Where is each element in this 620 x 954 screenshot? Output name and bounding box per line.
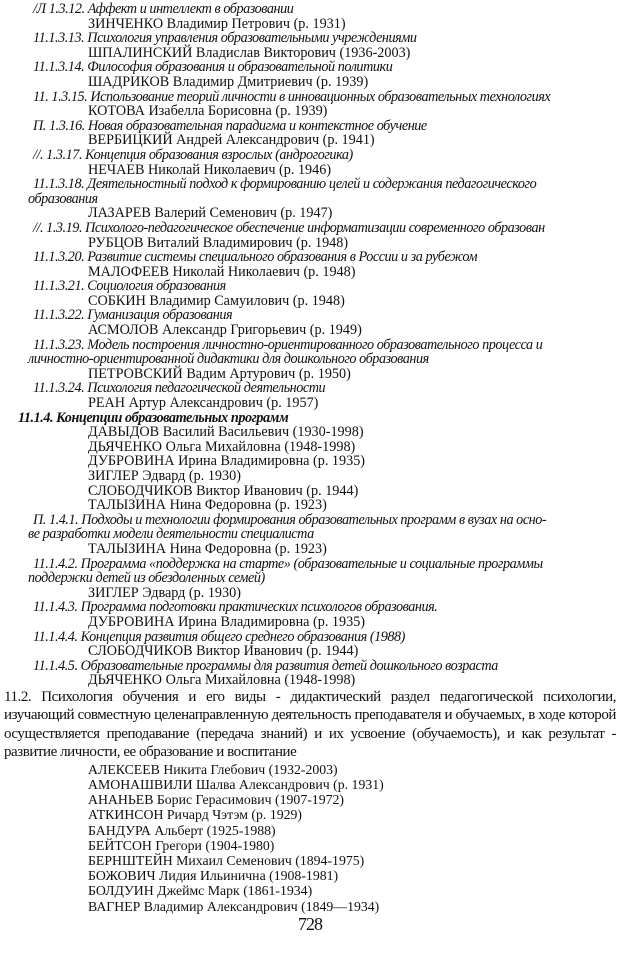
subsection-heading: 11.1.3.18. Деятельностный подход к формированию целей и содержания педагогического: [33, 176, 537, 193]
page-number: 728: [298, 913, 322, 934]
subsection-heading: 11.1.3.24. Психология педагогической деятельности: [33, 380, 326, 397]
person-entry: АЛЕКСЕЕВ Никита Глебович (1932-2003): [88, 761, 338, 777]
person-entry: БОЖОВИЧ Лидия Ильинична (1908-1981): [88, 868, 339, 884]
outline-list: [0, 2, 620, 688]
subsection-heading: 11.1.4.5. Образовательные программы для развития детей дошкольного возраста: [33, 657, 498, 674]
person-entry: АТКИНСОН Ричард Чэтэм (р. 1929): [88, 807, 303, 823]
subsection-heading: поддержки детей из обездоленных семей): [28, 570, 265, 587]
person-entry: ДУБРОВИНА Ирина Владимировна (р. 1935): [88, 453, 366, 470]
person-entry: ДУБРОВИНА Ирина Владимировна (р. 1935): [88, 613, 366, 630]
subsection-heading: /Л 1.3.12. Аффект и интеллект в образовании: [33, 1, 294, 17]
subsection-heading: 11.1.3.20. Развитие системы специального образования в России и за рубежом: [33, 249, 478, 266]
subsection-heading: 11.1.3.14. Философия образования и образовательной политики: [33, 59, 393, 76]
person-entry: ПЕТРОВСКИЙ Вадим Артурович (р. 1950): [88, 365, 351, 382]
person-entry: ЗИГЛЕР Эдвард (р. 1930): [88, 468, 241, 484]
person-entry: ДАВЫДОВ Василий Васильевич (1930-1998): [88, 424, 364, 441]
subsection-heading: 11.1.3.23. Модель построения личностно-ориентированного образовательного процесса и: [33, 336, 543, 353]
person-entry: ШПАЛИНСКИЙ Владислав Викторович (1936-2003): [88, 44, 411, 61]
section-heading: 11.1.4. Концепции образовательных программ: [18, 409, 289, 426]
person-entry: ЛАЗАРЕВ Валерий Семенович (р. 1947): [88, 205, 333, 222]
person-entry: БЕЙТСОН Грегори (1904-1980): [88, 837, 275, 853]
person-entry: ВАГНЕР Владимир Александрович (1849—1934): [88, 898, 380, 914]
document-page: [0, 2, 620, 934]
subsection-heading: 11.1.4.2. Программа «поддержка на старте» (образовательные и социальные программы: [33, 555, 543, 572]
name-list: [88, 762, 620, 914]
subsection-heading: //. 1.3.17. Концепция образования взрослых (андрогогика): [33, 146, 353, 163]
person-entry: МАЛОФЕЕВ Николай Николаевич (р. 1948): [88, 263, 356, 280]
subsection-heading: //. 1.3.19. Психолого-педагогическое обеспечение информатизации современного образован: [33, 219, 545, 236]
subsection-heading: ве разработки модели деятельности специалиста: [28, 526, 314, 543]
person-entry: НЕЧАЕВ Николай Николаевич (р. 1946): [88, 161, 332, 178]
person-entry: БАНДУРА Альберт (1925-1988): [88, 822, 276, 838]
person-entry: ЗИНЧЕНКО Владимир Петрович (р. 1931): [88, 15, 346, 32]
subsection-heading: П. 1.4.1. Подходы и технологии формирования образовательных программ в вузах на осно-: [33, 511, 547, 528]
person-entry: БЕРНШТЕЙН Михаил Семенович (1894-1975): [88, 853, 365, 869]
section-paragraph: 11.2. Психология обучения и его виды - дидактический раздел педагогической психологии, изучающий совместную целенаправленную деятельность преподавателя и обучаемых, в ходе которой осуществляется преподавание (передача знаний) и их усвоение (обучаемость), и как результат - развитие личности, ее образование и воспитание: [4, 688, 616, 761]
person-entry: АМОНАШВИЛИ Шалва Александрович (р. 1931): [88, 777, 384, 793]
subsection-heading: 11.1.3.22. Гуманизация образования: [33, 307, 233, 324]
subsection-heading: 11. 1.3.15. Использование теорий личности в инновационных образовательных технологиях: [33, 88, 551, 105]
subsection-heading: 11.1.4.3. Программа подготовки практических психологов образования.: [33, 599, 438, 616]
subsection-heading: личностно-ориентированной дидактики для дошкольного образования: [28, 351, 429, 368]
person-entry: РЕАН Артур Александрович (р. 1957): [88, 395, 319, 412]
person-entry: ДЬЯЧЕНКО Ольга Михайловна (1948-1998): [88, 438, 356, 455]
subsection-heading: образования: [28, 190, 98, 207]
person-entry: РУБЦОВ Виталий Владимирович (р. 1948): [88, 234, 349, 251]
person-entry: ШАДРИКОВ Владимир Дмитриевич (р. 1939): [88, 73, 369, 90]
subsection-heading: 11.1.3.13. Психология управления образовательными учреждениями: [33, 30, 417, 47]
subsection-heading: 11.1.4.4. Концепция развития общего среднего образования (1988): [33, 628, 405, 645]
person-entry: СЛОБОДЧИКОВ Виктор Иванович (р. 1944): [88, 482, 359, 499]
person-entry: СОБКИН Владимир Самуилович (р. 1948): [88, 292, 345, 309]
person-entry: ДЬЯЧЕНКО Ольга Михайловна (1948-1998): [88, 672, 356, 689]
person-entry: БОЛДУИН Джеймс Марк (1861-1934): [88, 883, 313, 899]
person-entry: ЗИГЛЕР Эдвард (р. 1930): [88, 584, 241, 601]
person-entry: АСМОЛОВ Александр Григорьевич (р. 1949): [88, 322, 362, 339]
person-entry: ТАЛЫЗИНА Нина Федоровна (р. 1923): [88, 497, 327, 514]
person-entry: ТАЛЫЗИНА Нина Федоровна (р. 1923): [88, 540, 327, 557]
person-entry: СЛОБОДЧИКОВ Виктор Иванович (р. 1944): [88, 643, 359, 660]
person-entry: ВЕРБИЦКИЙ Андрей Александрович (р. 1941): [88, 132, 375, 149]
person-entry: АНАНЬЕВ Борис Герасимович (1907-1972): [88, 792, 344, 808]
person-entry: КОТОВА Изабелла Борисовна (р. 1939): [88, 103, 328, 120]
subsection-heading: П. 1.3.16. Новая образовательная парадигма и контекстное обучение: [33, 117, 427, 134]
subsection-heading: 11.1.3.21. Социология образования: [33, 278, 226, 295]
